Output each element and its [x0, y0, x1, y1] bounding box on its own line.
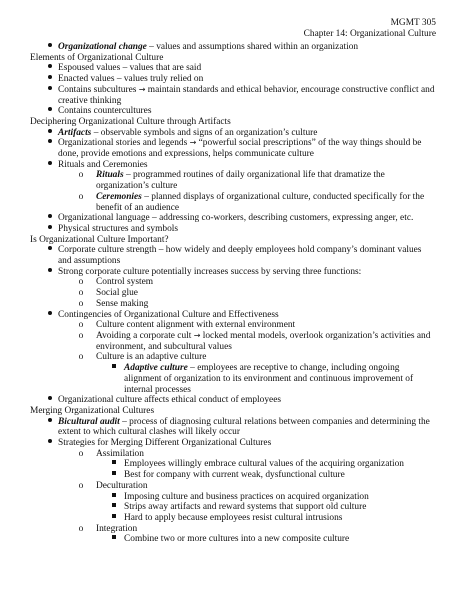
- sub-bullet-icon: o: [78, 448, 84, 459]
- list-item: Employees willingly embrace cultural values of the acquiring organization: [96, 459, 436, 470]
- arrow-right-icon: →: [138, 84, 146, 94]
- arrow-right-icon: →: [189, 138, 197, 148]
- list-item: Hard to apply because employees resist cultural intrusions: [96, 513, 436, 524]
- section-heading-elements: Elements of Organizational Culture: [30, 52, 164, 63]
- list-item: Artifacts – observable symbols and signs of an organization’s culture: [30, 128, 436, 139]
- list-item: Strong corporate culture potentially increases success by serving three functions:: [30, 267, 436, 278]
- list-item: Enacted values – values truly relied on: [30, 74, 436, 85]
- list-item: o Avoiding a corporate cult → locked mental models, overlook organization’s activities and environment, and subcultural values: [58, 331, 436, 352]
- contingencies-sublist: [30, 320, 436, 363]
- list-item: o Sense making: [58, 299, 436, 310]
- list-item: Organizational change – values and assumptions shared within an organization: [30, 42, 436, 53]
- assimilation-sublist: [30, 449, 436, 460]
- list-item: Bicultural audit – process of diagnosing cultural relations between companies and determining the extent to which cultural clashes will likely occur: [30, 417, 436, 438]
- bullet-icon: [46, 310, 54, 321]
- section-heading-artifacts: Deciphering Organizational Culture through Artifacts: [30, 116, 231, 127]
- square-bullet-icon: [110, 534, 118, 545]
- list-item: Corporate culture strength – how widely and deeply employees hold company’s dominant values and assumptions: [30, 245, 436, 266]
- bullet-icon: [46, 74, 54, 85]
- term: Ceremonies: [96, 191, 142, 202]
- term: Organizational change: [58, 42, 147, 52]
- list-item: o Assimilation: [58, 449, 436, 460]
- square-bullet-icon: [110, 459, 118, 470]
- list-item: o Social glue: [58, 288, 436, 299]
- list-item: Strips away artifacts and reward systems that support old culture: [96, 502, 436, 513]
- assimilation-points: [30, 459, 436, 480]
- rituals-sublist: [30, 170, 436, 213]
- adaptive-sublist: [30, 363, 436, 395]
- list-item: o Culture content alignment with external environment: [58, 320, 436, 331]
- list-item: Organizational language – addressing co-workers, describing customers, expressing anger, etc.: [30, 213, 436, 224]
- bullet-icon: [46, 245, 54, 256]
- square-bullet-icon: [110, 492, 118, 503]
- square-bullet-icon: [110, 363, 118, 374]
- bullet-icon: [46, 85, 54, 96]
- deculturation-sublist: [30, 481, 436, 492]
- artifacts-list-cont: [30, 213, 436, 234]
- list-item: o Integration: [58, 524, 436, 535]
- page-header: [30, 18, 436, 39]
- bullet-icon: [46, 63, 54, 74]
- sub-bullet-icon: o: [78, 298, 84, 309]
- bullet-icon: [46, 395, 54, 406]
- sub-bullet-icon: o: [78, 288, 84, 299]
- merging-list: [30, 417, 436, 449]
- list-item: o Culture is an adaptive culture: [58, 352, 436, 363]
- important-list-cont: [30, 310, 436, 321]
- square-bullet-icon: [110, 502, 118, 513]
- sub-bullet-icon: o: [78, 330, 84, 341]
- integration-sublist: [30, 524, 436, 535]
- integration-points: [30, 534, 436, 545]
- deculturation-points: [30, 492, 436, 524]
- square-bullet-icon: [110, 513, 118, 524]
- list-item: Strategies for Merging Different Organizational Cultures: [30, 438, 436, 449]
- sub-bullet-icon: o: [78, 170, 84, 181]
- list-item: o Deculturation: [58, 481, 436, 492]
- sub-bullet-icon: o: [78, 277, 84, 288]
- list-item: o Ceremonies – planned displays of organizational culture, conducted specifically for the benefit of an audience: [58, 192, 436, 213]
- list-item: Adaptive culture – employees are receptive to change, including ongoing alignment of organization to its environment and continuous improvement of internal processes: [96, 363, 436, 395]
- sub-bullet-icon: o: [78, 320, 84, 331]
- list-item: Rituals and Ceremonies: [30, 160, 436, 171]
- list-item: Organizational culture affects ethical conduct of employees: [30, 395, 436, 406]
- list-item: Organizational stories and legends → “powerful social prescriptions” of the way things should be done, provide emotions and expressions, helps communicate culture: [30, 138, 436, 159]
- bullet-icon: [46, 224, 54, 235]
- sub-bullet-icon: o: [78, 523, 84, 534]
- important-list-end: [30, 395, 436, 406]
- chapter-title: Chapter 14: Organizational Culture: [303, 28, 436, 39]
- bullet-icon: [46, 160, 54, 171]
- elements-list: [30, 63, 436, 117]
- bullet-icon: [46, 106, 54, 117]
- list-item: Best for company with current weak, dysfunctional culture: [96, 470, 436, 481]
- bullet-icon: [46, 42, 54, 53]
- list-item: Contingencies of Organizational Culture and Effectiveness: [30, 310, 436, 321]
- section-heading-merging: Merging Organizational Cultures: [30, 405, 155, 416]
- important-list: [30, 245, 436, 277]
- bullet-icon: [46, 213, 54, 224]
- bullet-icon: [46, 438, 54, 449]
- course-code: MGMT 305: [390, 18, 436, 28]
- list-item: Contains countercultures: [30, 106, 436, 117]
- list-item: Imposing culture and business practices on acquired organization: [96, 492, 436, 503]
- intro-list: [30, 42, 436, 53]
- term: Adaptive culture: [124, 363, 188, 374]
- list-item: o Control system: [58, 277, 436, 288]
- bullet-icon: [46, 138, 54, 149]
- list-item: Physical structures and symbols: [30, 224, 436, 235]
- bullet-icon: [46, 128, 54, 139]
- section-heading-important: Is Organizational Culture Important?: [30, 234, 169, 245]
- bullet-icon: [46, 267, 54, 278]
- sub-bullet-icon: o: [78, 352, 84, 363]
- list-item: Espoused values – values that are said: [30, 63, 436, 74]
- term: Bicultural audit: [58, 416, 120, 427]
- sub-bullet-icon: o: [78, 191, 84, 202]
- list-item: o Rituals – programmed routines of daily organizational life that dramatize the organization’s culture: [58, 170, 436, 191]
- square-bullet-icon: [110, 470, 118, 481]
- sub-bullet-icon: o: [78, 480, 84, 491]
- list-item: Contains subcultures → maintain standards and ethical behavior, encourage constructive conflict and creative thinking: [30, 85, 436, 106]
- bullet-icon: [46, 417, 54, 428]
- term: Rituals: [96, 170, 124, 181]
- term: Artifacts: [58, 127, 92, 138]
- arrow-right-icon: →: [193, 330, 201, 340]
- artifacts-list: [30, 128, 436, 171]
- list-item: Combine two or more cultures into a new composite culture: [96, 534, 436, 545]
- functions-sublist: [30, 277, 436, 309]
